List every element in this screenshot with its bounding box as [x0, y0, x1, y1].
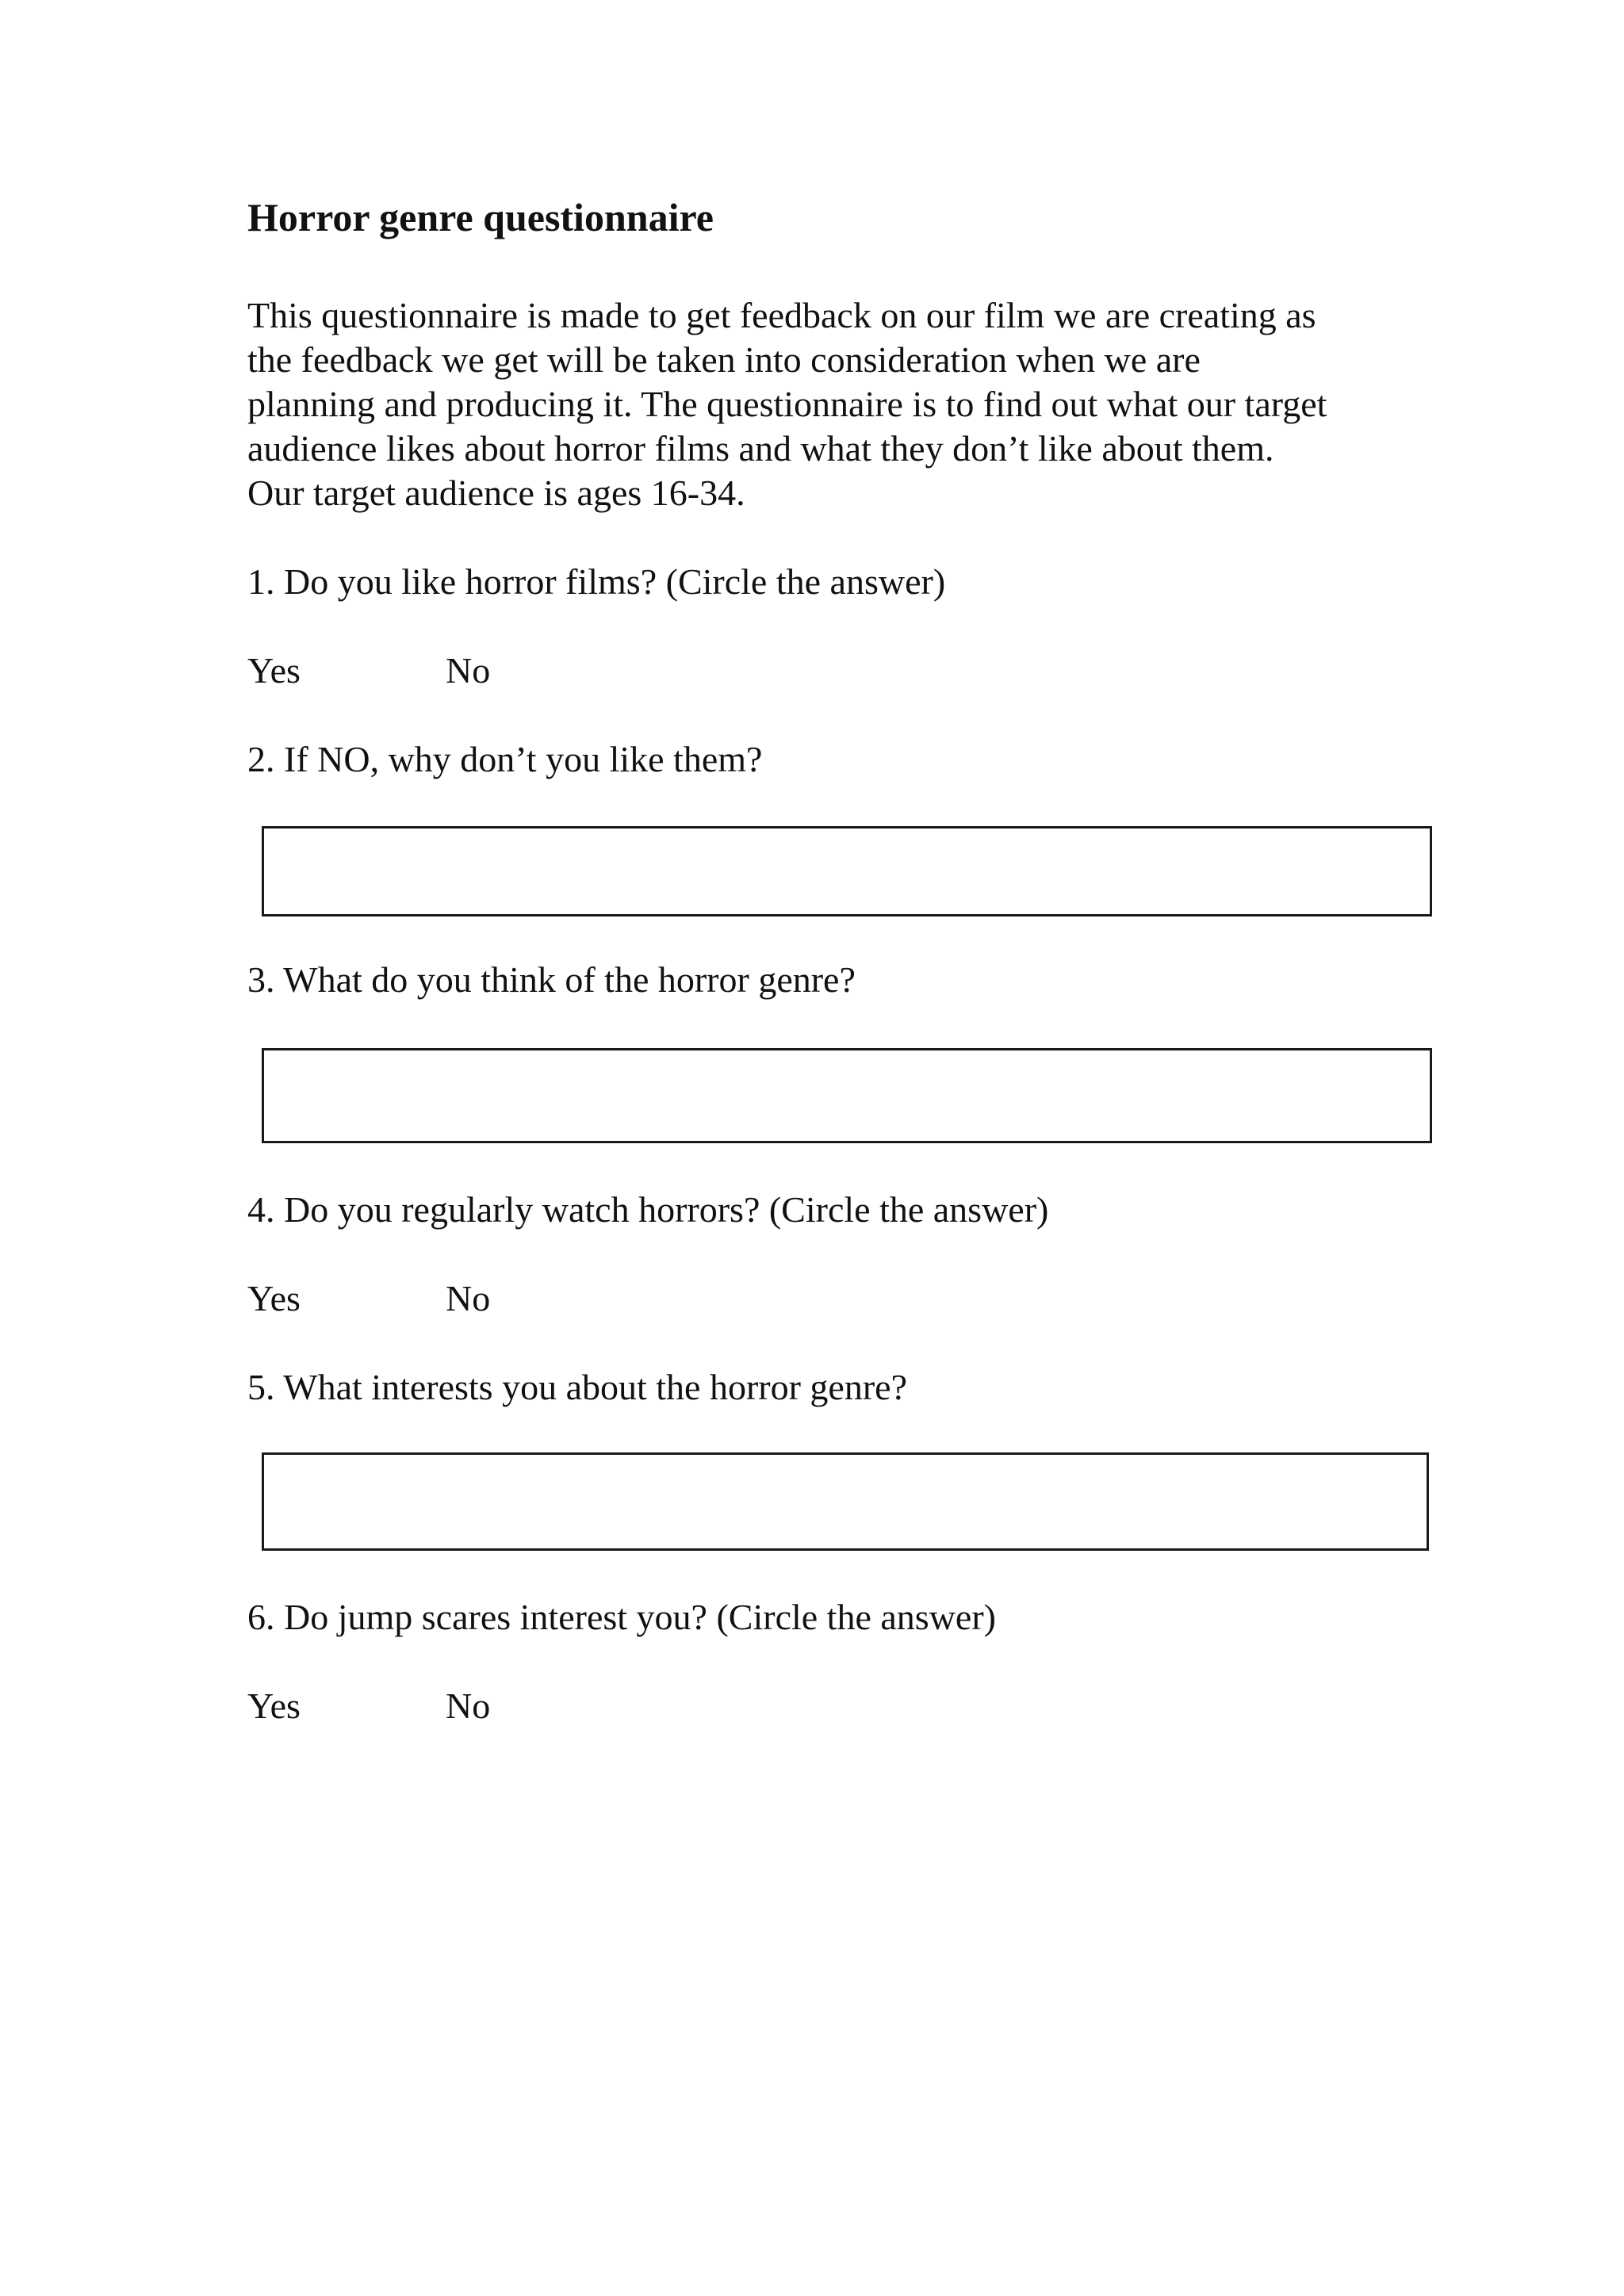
q6-option-yes[interactable]: Yes	[247, 1686, 301, 1726]
q4-option-no[interactable]: No	[446, 1278, 491, 1318]
q4-option-yes[interactable]: Yes	[247, 1278, 301, 1318]
intro-line: Our target audience is ages 16-34.	[247, 473, 745, 513]
q6-option-no[interactable]: No	[446, 1686, 491, 1726]
q1-option-yes[interactable]: Yes	[247, 650, 301, 691]
q1-option-no[interactable]: No	[446, 650, 491, 691]
q2-answer-box[interactable]	[262, 826, 1432, 916]
question-1: 1. Do you like horror films? (Circle the answer)	[247, 561, 946, 602]
intro-paragraph	[247, 293, 1437, 515]
question-4: 4. Do you regularly watch horrors? (Circle the answer)	[247, 1189, 1049, 1230]
q5-answer-box[interactable]	[262, 1452, 1429, 1551]
question-3: 3. What do you think of the horror genre?	[247, 959, 856, 1000]
intro-line: This questionnaire is made to get feedback on our film we are creating as	[247, 295, 1316, 335]
document-title: Horror genre questionnaire	[247, 195, 714, 239]
question-2: 2. If NO, why don’t you like them?	[247, 739, 763, 779]
intro-line: the feedback we get will be taken into consideration when we are	[247, 339, 1201, 380]
question-5: 5. What interests you about the horror genre?	[247, 1367, 907, 1407]
question-6: 6. Do jump scares interest you? (Circle the answer)	[247, 1597, 996, 1637]
q3-answer-box[interactable]	[262, 1048, 1432, 1143]
intro-line: planning and producing it. The questionnaire is to find out what our target	[247, 384, 1327, 424]
intro-line: audience likes about horror films and what they don’t like about them.	[247, 428, 1274, 469]
